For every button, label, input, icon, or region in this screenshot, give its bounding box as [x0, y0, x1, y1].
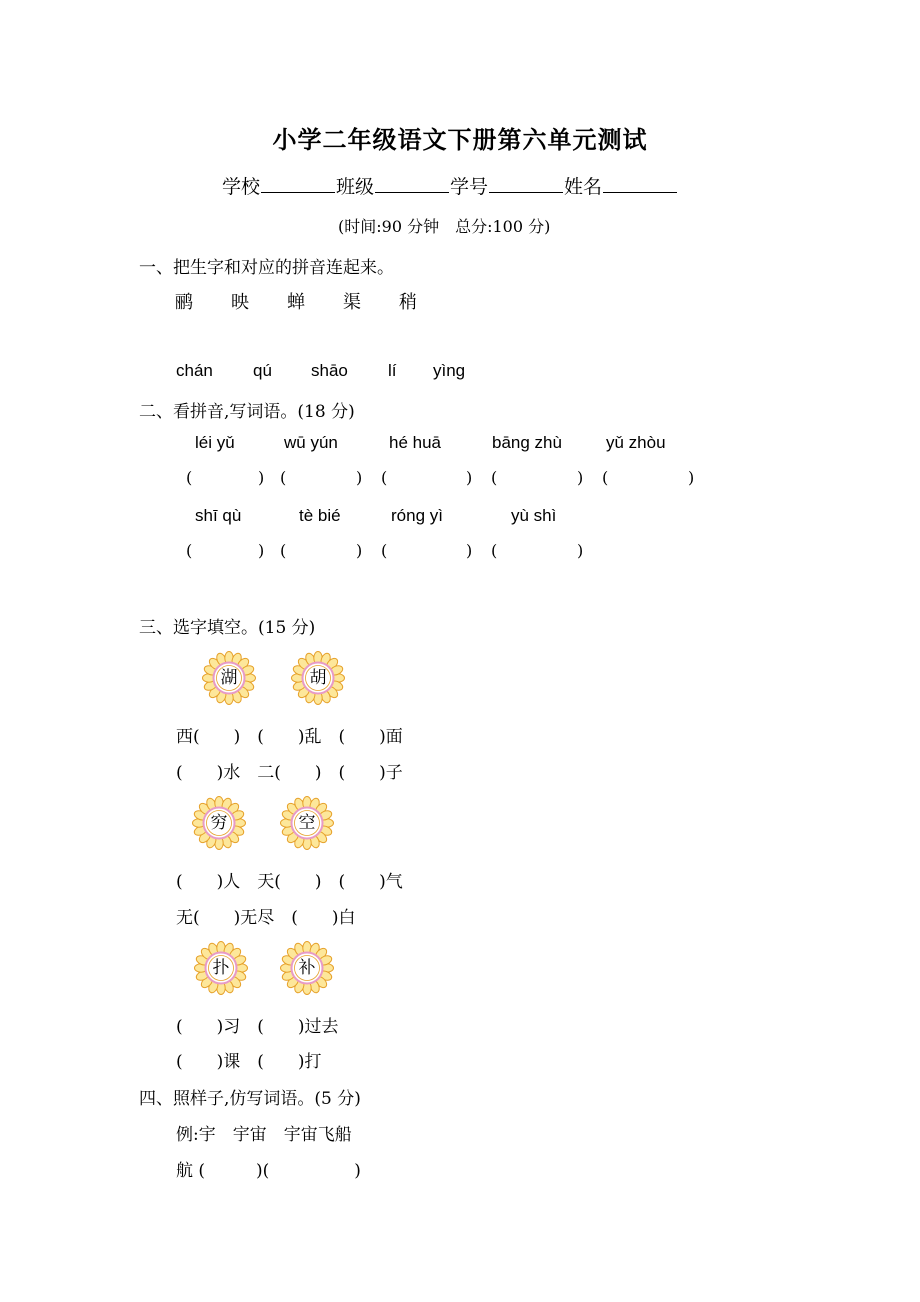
s2-pinyin: tè bié	[299, 506, 341, 525]
flower-badge	[279, 940, 335, 996]
flower-badge	[191, 795, 247, 851]
s3-fill-line[interactable]: ( )人 天( ) ( )气	[176, 872, 403, 892]
class-label: 班级	[336, 176, 375, 198]
s2-pinyin: wū yún	[284, 433, 338, 452]
s1-pinyin: yìng	[433, 361, 466, 380]
class-blank[interactable]	[375, 191, 449, 193]
s2-blank-close: )	[688, 468, 695, 487]
flower-char: 湖	[220, 668, 238, 688]
s2-blank-close: )	[258, 541, 265, 560]
s2-blank-close: )	[356, 468, 363, 487]
s2-pinyin: léi yǔ	[195, 433, 235, 452]
s2-pinyin: róng yì	[391, 506, 443, 525]
student-info-line	[222, 172, 678, 199]
flower-char: 空	[298, 813, 316, 833]
s2-blank-close: )	[466, 541, 473, 560]
s2-blank-open[interactable]: (	[381, 468, 388, 487]
section-1-heading: 一、把生字和对应的拼音连起来。	[139, 258, 394, 278]
flower-char: 扑	[212, 958, 230, 978]
s2-blank-close: )	[356, 541, 363, 560]
s2-blank-open[interactable]: (	[491, 541, 498, 560]
s1-char: 鹂	[175, 292, 193, 313]
s2-pinyin: yù shì	[511, 506, 557, 525]
s1-char: 渠	[343, 292, 361, 313]
s1-pinyin: qú	[253, 361, 272, 380]
flower-badge	[279, 795, 335, 851]
s3-fill-line[interactable]: ( )习 ( )过去	[176, 1017, 339, 1037]
s2-blank-open[interactable]: (	[491, 468, 498, 487]
number-blank[interactable]	[489, 191, 563, 193]
s2-pinyin: yǔ zhòu	[606, 433, 666, 452]
s4-task-blanks[interactable]: ( )( )	[198, 1161, 361, 1181]
s2-pinyin: bāng zhù	[492, 433, 562, 452]
s3-fill-line[interactable]: 西( ) ( )乱 ( )面	[176, 727, 403, 747]
s2-blank-open[interactable]: (	[381, 541, 388, 560]
s1-pinyin: lí	[388, 361, 397, 380]
flower-char: 胡	[309, 668, 327, 688]
s4-task[interactable]	[176, 1156, 361, 1181]
s2-pinyin: shī qù	[195, 506, 242, 525]
name-blank[interactable]	[603, 191, 677, 193]
section-4-heading: 四、照样子,仿写词语。(5 分)	[139, 1089, 361, 1109]
s1-char: 蝉	[287, 292, 305, 313]
s2-blank-open[interactable]: (	[602, 468, 609, 487]
s2-blank-open[interactable]: (	[186, 541, 193, 560]
s2-blank-close: )	[258, 468, 265, 487]
flower-char: 补	[298, 958, 316, 978]
s2-blank-open[interactable]: (	[280, 541, 287, 560]
exam-meta: (时间:90 分钟 总分:100 分)	[338, 217, 551, 236]
s2-blank-close: )	[577, 468, 584, 487]
school-blank[interactable]	[261, 191, 335, 193]
s1-pinyin: shāo	[311, 361, 348, 380]
school-label: 学校	[222, 176, 261, 198]
flower-badge	[193, 940, 249, 996]
page-title: 小学二年级语文下册第六单元测试	[272, 125, 648, 154]
s4-example: 例:宇 宇宙 宇宙飞船	[176, 1125, 352, 1145]
s3-fill-line[interactable]: 无( )无尽 ( )白	[176, 908, 356, 928]
name-label: 姓名	[564, 176, 603, 198]
section-2-heading: 二、看拼音,写词语。(18 分)	[139, 402, 355, 422]
s4-task-char: 航	[176, 1161, 193, 1181]
flower-badge	[290, 650, 346, 706]
s3-fill-line[interactable]: ( )水 二( ) ( )子	[176, 763, 403, 783]
flower-char: 穷	[210, 813, 228, 833]
s1-char: 稍	[399, 292, 417, 313]
flower-badge	[201, 650, 257, 706]
s1-pinyin: chán	[176, 361, 213, 380]
number-label: 学号	[450, 176, 489, 198]
s3-fill-line[interactable]: ( )课 ( )打	[176, 1052, 322, 1072]
s2-blank-open[interactable]: (	[280, 468, 287, 487]
s1-char: 映	[231, 292, 249, 313]
s2-pinyin: hé huā	[389, 433, 441, 452]
s2-blank-open[interactable]: (	[186, 468, 193, 487]
section-3-heading: 三、选字填空。(15 分)	[139, 618, 316, 638]
s2-blank-close: )	[577, 541, 584, 560]
s2-blank-close: )	[466, 468, 473, 487]
